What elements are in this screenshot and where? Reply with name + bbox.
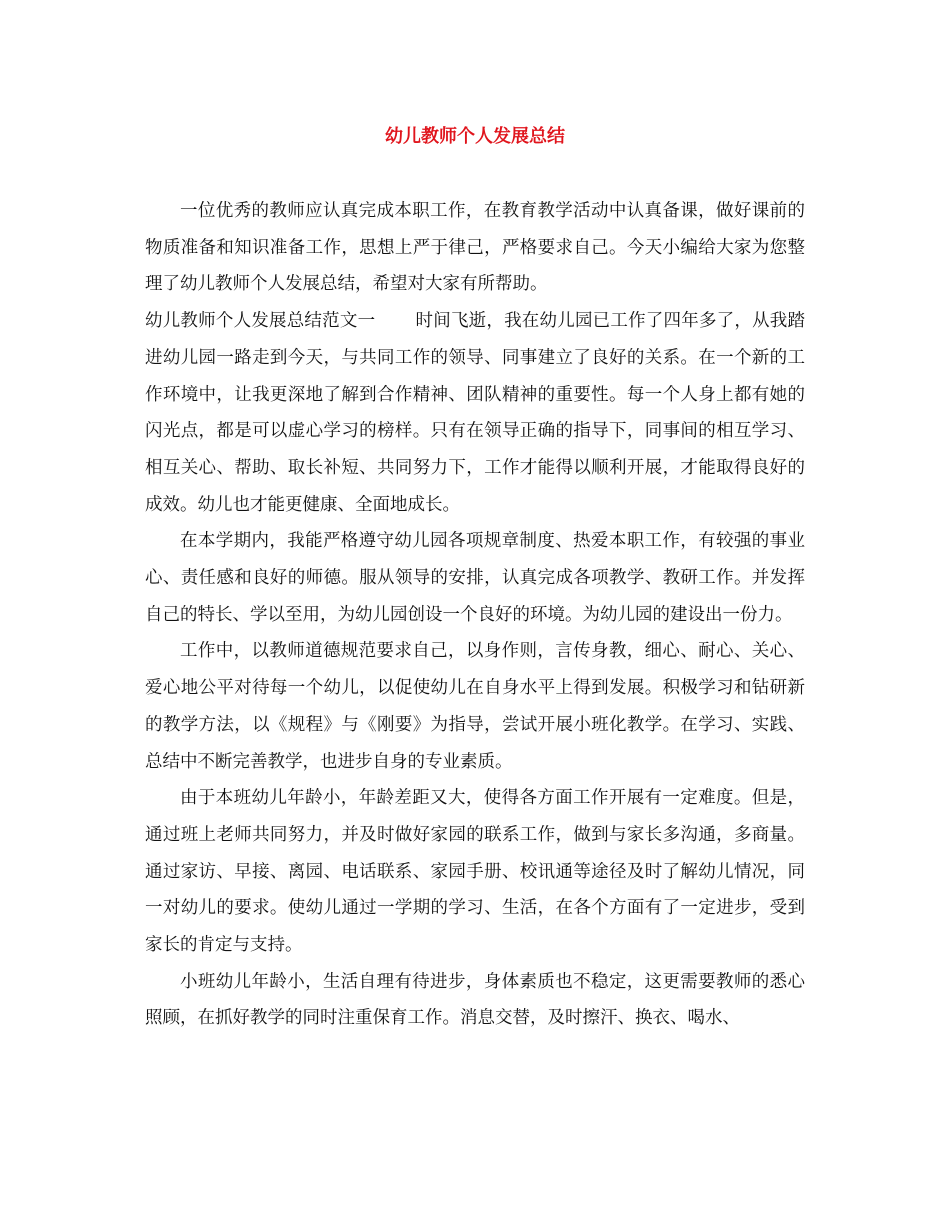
paragraph-sample-1-text: 时间飞逝，我在幼儿园已工作了四年多了，从我踏进幼儿园一路走到今天，与共同工作的领导、同事建立了良好的关系。在一个新的工作环境中，让我更深地了解到合作精神、团队精神的重要性。每一个人身上都有她的闪光点，都是可以虚心学习的榜样。只有在领导正确的指导下，同事间的相互学习、相互关心、帮助、取长补短、共同努力下，工作才能得以顺利开展，才能取得良好的成效。幼儿也才能更健康、全面地成长。 — [145, 311, 806, 515]
document-body — [145, 193, 805, 1037]
paragraph-3: 在本学期内，我能严格遵守幼儿园各项规章制度、热爱本职工作，有较强的事业心、责任感和良好的师德。服从领导的安排，认真完成各项教学、教研工作。并发挥自己的特长、学以至用，为幼儿园创设一个良好的环境。为幼儿园的建设出一份力。 — [145, 531, 805, 625]
section-heading: 幼儿教师个人发展总结范文一 — [145, 311, 376, 332]
paragraph-intro: 一位优秀的教师应认真完成本职工作，在教育教学活动中认真备课，做好课前的物质准备和知识准备工作，思想上严于律己，严格要求自己。今天小编给大家为您整理了幼儿教师个人发展总结，希望对大家有所帮助。 — [145, 201, 805, 295]
paragraph-6: 小班幼儿年龄小，生活自理有待进步，身体素质也不稳定，这更需要教师的悉心照顾，在抓好教学的同时注重保育工作。消息交替，及时擦汗、换衣、喝水、 — [145, 971, 805, 1029]
document-title: 幼儿教师个人发展总结 — [385, 126, 565, 147]
paragraph-4: 工作中，以教师道德规范要求自己，以身作则，言传身教，细心、耐心、关心、爱心地公平对待每一个幼儿，以促使幼儿在自身水平上得到发展。积极学习和钻研新的教学方法，以《规程》与《刚要》为指导，尝试开展小班化教学。在学习、实践、总结中不断完善教学，也进步自身的专业素质。 — [145, 641, 805, 772]
paragraph-5: 由于本班幼儿年龄小，年龄差距又大，使得各方面工作开展有一定难度。但是，通过班上老师共同努力，并及时做好家园的联系工作，做到与家长多沟通，多商量。通过家访、早接、离园、电话联系、家园手册、校讯通等途径及时了解幼儿情况，同一对幼儿的要求。使幼儿通过一学期的学习、生活，在各个方面有了一定进步，受到家长的肯定与支持。 — [145, 788, 805, 956]
paragraph-sample-1 — [145, 303, 805, 523]
